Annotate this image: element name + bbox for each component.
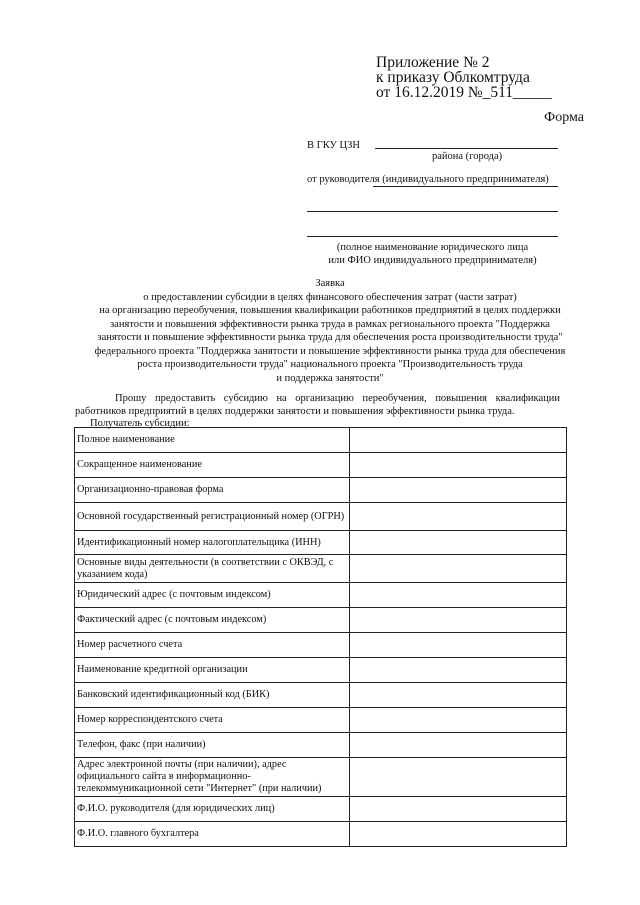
name-field-line-1[interactable] <box>307 211 558 212</box>
appendix-block <box>376 55 552 100</box>
table-row <box>75 683 567 708</box>
application-line-2: на организацию переобучения, повышения квалификации работников предприятий в целях поддержки <box>99 305 561 316</box>
district-label: района (города) <box>432 151 503 162</box>
form-label: Форма <box>544 110 584 125</box>
application-title: Заявка <box>315 278 345 289</box>
row-value-full-name[interactable] <box>350 428 567 453</box>
row-label-account-number: Номер расчетного счета <box>75 633 350 658</box>
row-value-bik[interactable] <box>350 683 567 708</box>
table-row <box>75 708 567 733</box>
row-value-bank-name[interactable] <box>350 658 567 683</box>
request-block <box>75 393 560 431</box>
row-label-full-name: Полное наименование <box>75 428 350 453</box>
row-value-correspondent-account[interactable] <box>350 708 567 733</box>
row-value-inn[interactable] <box>350 531 567 555</box>
row-value-account-number[interactable] <box>350 633 567 658</box>
row-value-actual-address[interactable] <box>350 608 567 633</box>
table-row <box>75 531 567 555</box>
recipient-label: Получатель субсидии: <box>90 418 190 429</box>
row-label-director-name: Ф.И.О. руководителя (для юридических лиц) <box>75 797 350 822</box>
request-paragraph: Прошу предоставить субсидию на организацию переобучения, повышения квалификации работников предприятий в целях поддержки занятости и повышения эффективности рынка труда. <box>75 393 560 417</box>
application-line-1: о предоставлении субсидии в целях финансового обеспечения затрат (части затрат) <box>143 291 517 303</box>
table-row <box>75 428 567 453</box>
row-label-chief-accountant: Ф.И.О. главного бухгалтера <box>75 822 350 847</box>
row-label-bank-name: Наименование кредитной организации <box>75 658 350 683</box>
table-row <box>75 555 567 583</box>
from-underline <box>373 186 558 187</box>
row-label-email-website: Адрес электронной почты (при наличии), адрес официального сайта в информационно-телекоммуникационной сети "Интернет" (при наличии) <box>75 758 350 797</box>
row-value-director-name[interactable] <box>350 797 567 822</box>
table-row <box>75 453 567 478</box>
row-label-phone-fax: Телефон, факс (при наличии) <box>75 733 350 758</box>
row-label-legal-form: Организационно-правовая форма <box>75 478 350 503</box>
name-field-line-2[interactable] <box>307 236 558 237</box>
table-row <box>75 478 567 503</box>
table-row <box>75 633 567 658</box>
row-label-correspondent-account: Номер корреспондентского счета <box>75 708 350 733</box>
name-caption-line-1: (полное наименование юридического лица <box>336 242 529 253</box>
table-row <box>75 608 567 633</box>
from-label: от руководителя (индивидуального предпринимателя) <box>307 174 549 185</box>
row-label-inn: Идентификационный номер налогоплательщика (ИНН) <box>75 531 350 555</box>
recipient-table <box>74 427 567 847</box>
row-label-legal-address: Юридический адрес (с почтовым индексом) <box>75 583 350 608</box>
row-value-chief-accountant[interactable] <box>350 822 567 847</box>
row-label-actual-address: Фактический адрес (с почтовым индексом) <box>75 608 350 633</box>
row-value-okved[interactable] <box>350 555 567 583</box>
table-row <box>75 822 567 847</box>
appendix-date: от 16.12.2019 №_511_____ <box>376 84 552 101</box>
application-line-4: занятости и повышение эффективности рынка труда для обеспечения роста производительности труда" <box>97 332 563 343</box>
row-value-legal-address[interactable] <box>350 583 567 608</box>
row-label-bik: Банковский идентификационный код (БИК) <box>75 683 350 708</box>
to-label: В ГКУ ЦЗН <box>307 140 360 151</box>
application-line-7: и поддержка занятости" <box>276 372 384 384</box>
table-row <box>75 658 567 683</box>
application-line-5: федерального проекта "Поддержка занятости и повышение эффективности рынка труда для обеспечения <box>94 345 566 357</box>
to-field-line[interactable] <box>375 148 558 149</box>
appendix-number: Приложение № 2 <box>376 54 490 71</box>
row-label-okved: Основные виды деятельности (в соответствии с ОКВЭД, с указанием кода) <box>75 555 350 583</box>
row-value-ogrn[interactable] <box>350 503 567 531</box>
table-row <box>75 797 567 822</box>
application-line-6: роста производительности труда" национального проекта "Производительность труда <box>137 359 523 370</box>
application-line-3: занятости и повышения эффективности рынка труда в рамках регионального проекта "Поддержка <box>110 318 550 330</box>
table-row <box>75 583 567 608</box>
table-row <box>75 758 567 797</box>
name-caption <box>307 241 558 267</box>
table-row <box>75 733 567 758</box>
row-value-email-website[interactable] <box>350 758 567 797</box>
row-label-ogrn: Основной государственный регистрационный номер (ОГРН) <box>75 503 350 531</box>
application-title-block <box>60 277 600 385</box>
appendix-order: к приказу Облкомтруда <box>376 69 530 86</box>
name-caption-line-2: или ФИО индивидуального предпринимателя) <box>328 255 537 266</box>
row-value-phone-fax[interactable] <box>350 733 567 758</box>
table-row <box>75 503 567 531</box>
row-value-legal-form[interactable] <box>350 478 567 503</box>
row-value-short-name[interactable] <box>350 453 567 478</box>
row-label-short-name: Сокращенное наименование <box>75 453 350 478</box>
